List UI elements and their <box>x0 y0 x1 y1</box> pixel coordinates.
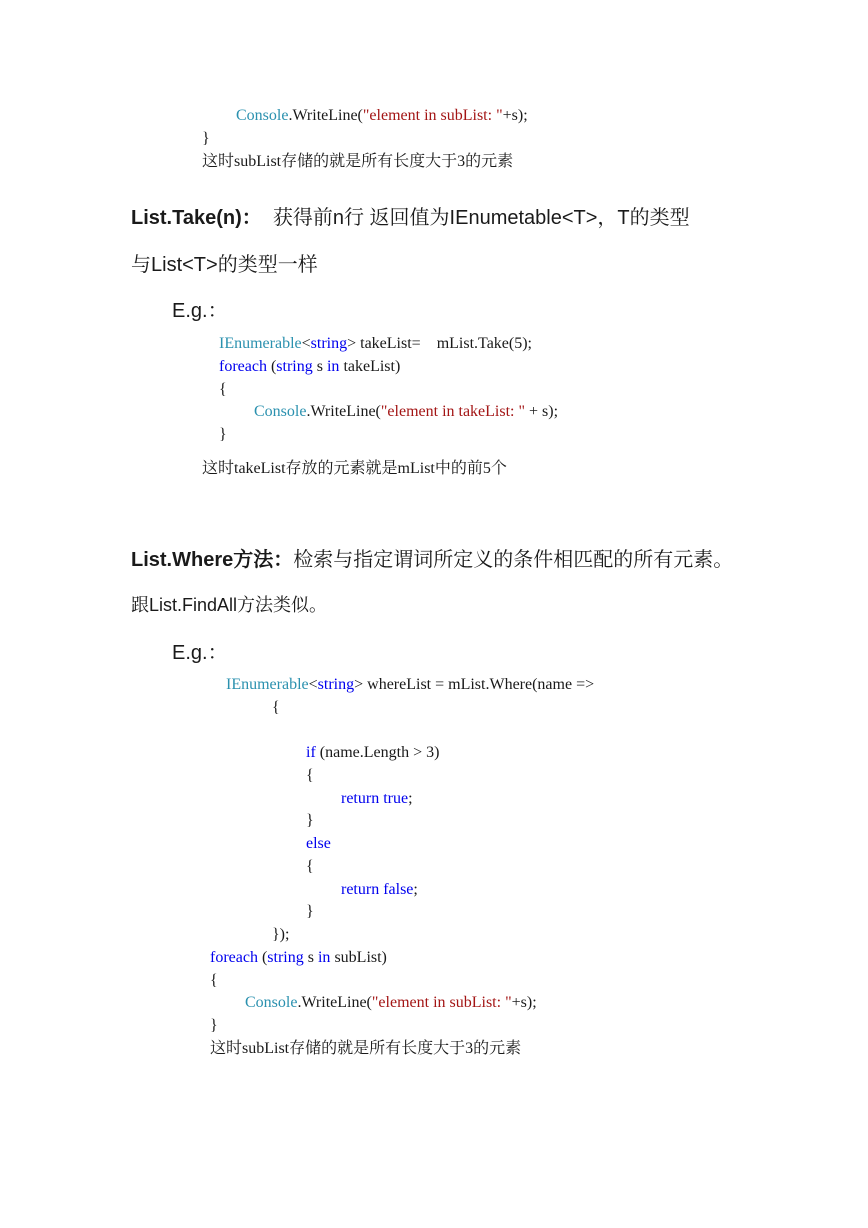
code-keyword: else <box>306 835 331 852</box>
code-keyword: return false <box>341 881 414 898</box>
code-close-brace: } <box>306 903 314 920</box>
code-text: < <box>308 676 318 693</box>
heading-text: 检索与指定谓词所定义的条件相匹配的所有元素。 <box>293 549 734 571</box>
code-keyword: return true <box>341 790 409 807</box>
code-string: "element in subList: " <box>371 994 512 1011</box>
code-line <box>341 880 418 900</box>
code-text: subList) <box>330 949 387 966</box>
section-heading-where <box>131 547 733 573</box>
code-keyword: in <box>317 949 331 966</box>
code-keyword: string <box>276 358 313 375</box>
note-text: 这时takeList存放的元素就是mList中的前5个 <box>202 460 507 477</box>
code-close-brace: } <box>202 130 210 147</box>
code-keyword: foreach <box>219 358 267 375</box>
section-heading-take <box>131 205 690 231</box>
code-keyword: string <box>310 335 348 352</box>
code-open-brace: { <box>306 858 314 875</box>
section-heading-where-line2: 跟List.FindAll方法类似。 <box>131 595 328 615</box>
eg-label: E.g.： <box>172 300 228 322</box>
code-text: +s); <box>502 107 528 124</box>
code-string: "element in takeList: " <box>380 403 526 420</box>
code-type: IEnumerable <box>219 335 302 352</box>
code-text: < <box>301 335 311 352</box>
code-close-brace: } <box>306 812 314 829</box>
code-text: > whereList = mList.Where(name => <box>354 676 595 693</box>
code-type: Console <box>254 403 307 420</box>
heading-text: 获得前n行 返回值为IEnumetable<T>，T的类型 <box>261 207 690 229</box>
code-close-brace: } <box>210 1017 218 1034</box>
code-text: +s); <box>511 994 537 1011</box>
code-close-brace: } <box>219 426 227 443</box>
code-text: > takeList= mList.Take(5); <box>347 335 532 352</box>
code-text: .WriteLine( <box>288 107 363 124</box>
code-keyword: string <box>267 949 304 966</box>
heading-bold: List.Take(n)： <box>131 207 262 229</box>
code-text: + s); <box>525 403 559 420</box>
code-text: takeList) <box>339 358 401 375</box>
code-open-brace: { <box>219 381 227 398</box>
code-open-brace: { <box>306 767 314 784</box>
code-text: s <box>312 358 327 375</box>
code-line <box>210 948 387 968</box>
code-type: Console <box>245 994 298 1011</box>
code-keyword: foreach <box>210 949 258 966</box>
code-line <box>219 357 400 377</box>
code-close-lambda: }); <box>272 926 290 943</box>
code-keyword: string <box>317 676 355 693</box>
eg-label: E.g.： <box>172 642 228 664</box>
code-keyword: in <box>326 358 340 375</box>
code-line <box>254 402 558 422</box>
code-text: ; <box>413 881 418 898</box>
code-line <box>306 834 331 854</box>
code-line <box>341 789 413 809</box>
code-text: .WriteLine( <box>297 994 372 1011</box>
code-text: s <box>303 949 318 966</box>
code-line <box>226 675 594 695</box>
code-type: IEnumerable <box>226 676 309 693</box>
note-text: 这时subList存储的就是所有长度大于3的元素 <box>202 153 514 170</box>
code-line <box>219 334 532 354</box>
code-open-brace: { <box>210 972 218 989</box>
code-text: ( <box>257 949 268 966</box>
code-type: Console <box>236 107 289 124</box>
heading-bold: List.Where方法： <box>131 549 294 571</box>
note-text: 这时subList存储的就是所有长度大于3的元素 <box>210 1040 522 1057</box>
section-heading-take-line2: 与List<T>的类型一样 <box>131 254 318 276</box>
code-string: "element in subList: " <box>362 107 503 124</box>
code-open-brace: { <box>272 699 280 716</box>
code-text: ( <box>266 358 277 375</box>
code-line <box>306 743 439 763</box>
code-line <box>236 106 528 126</box>
code-keyword: if <box>306 744 316 761</box>
code-text: (name.Length > 3) <box>315 744 440 761</box>
code-line <box>245 993 537 1013</box>
code-text: ; <box>408 790 413 807</box>
code-text: .WriteLine( <box>306 403 381 420</box>
